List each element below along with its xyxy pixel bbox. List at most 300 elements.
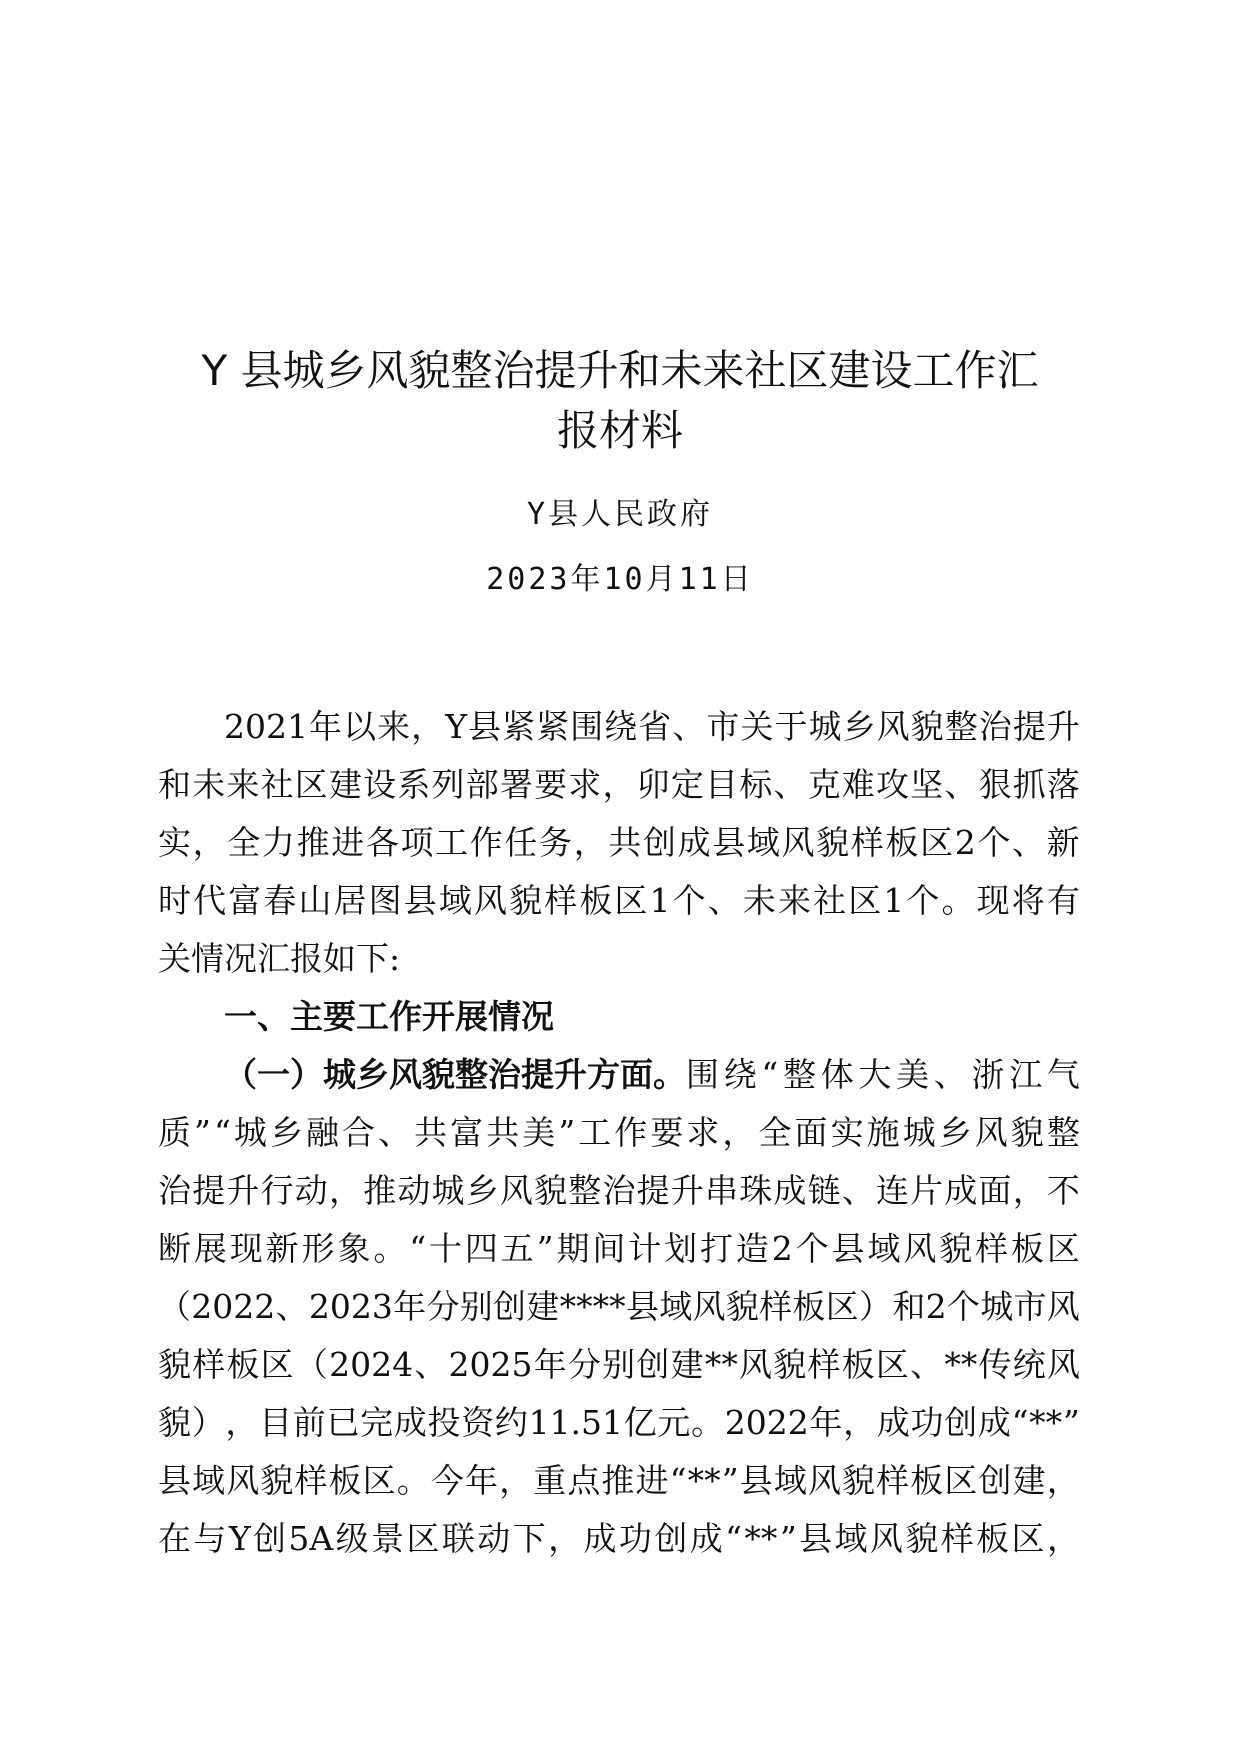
- text-glyph: 板: [328, 1461, 362, 1500]
- text-glyph: 样: [544, 881, 578, 920]
- text-glyph: 板: [579, 881, 613, 920]
- text-glyph: 目: [705, 765, 738, 804]
- paragraph-line: [158, 1510, 1080, 1568]
- text-glyph: 求: [568, 765, 602, 804]
- text-glyph: 设: [363, 765, 397, 804]
- text-glyph: 关: [740, 707, 774, 746]
- text-glyph: 创: [253, 1519, 287, 1558]
- text-glyph: 工: [435, 823, 469, 862]
- text-glyph: 样: [192, 1345, 226, 1384]
- text-glyph: 省: [638, 707, 672, 746]
- text-glyph: **: [944, 1345, 978, 1384]
- text-glyph: 约: [494, 1403, 528, 1442]
- text-glyph: 在: [158, 1519, 191, 1558]
- text-glyph: 年: [533, 1345, 567, 1384]
- text-glyph: 列: [431, 765, 465, 804]
- text-glyph: 落: [1046, 765, 1080, 804]
- text-glyph: 2025: [448, 1345, 533, 1384]
- text-glyph: 样: [876, 1461, 910, 1500]
- text-glyph: 完: [360, 1403, 394, 1442]
- paragraph-line: [158, 1278, 1080, 1336]
- text-glyph: 富: [228, 881, 262, 920]
- text-glyph: ，: [843, 1403, 877, 1442]
- text-glyph: 区: [614, 881, 648, 920]
- text-glyph: ，: [1012, 1171, 1046, 1210]
- text-glyph: 共: [486, 1113, 520, 1152]
- text-glyph: 。: [691, 1403, 725, 1442]
- text-glyph: 以: [343, 707, 377, 746]
- text-glyph: 来: [226, 765, 260, 804]
- text-glyph: 、: [672, 707, 706, 746]
- text-glyph: 功: [910, 1403, 944, 1442]
- subsection-first-line-text: [686, 1046, 1080, 1104]
- text-glyph: 定: [670, 765, 704, 804]
- text-glyph: **: [1029, 1403, 1063, 1442]
- text-glyph: 合: [342, 1113, 376, 1152]
- text-glyph: 11.51: [528, 1403, 624, 1442]
- text-glyph: 标: [739, 765, 773, 804]
- text-glyph: 坚: [910, 765, 944, 804]
- text-glyph: 象: [337, 1229, 371, 1268]
- text-glyph: 图: [368, 881, 402, 920]
- text-glyph: 提: [192, 1171, 226, 1210]
- text-glyph: 重: [533, 1461, 567, 1500]
- text-glyph: 下: [512, 1519, 546, 1558]
- text-glyph: 风: [869, 1519, 903, 1558]
- text-glyph: 难: [841, 765, 875, 804]
- text-glyph: 年: [393, 1287, 427, 1326]
- text-glyph: 区: [1011, 1519, 1045, 1558]
- text-glyph: 市: [706, 707, 740, 746]
- text-glyph: 、: [1012, 823, 1046, 862]
- text-glyph: 成: [677, 823, 711, 862]
- text-glyph: 部: [465, 765, 499, 804]
- text-glyph: 紧: [502, 707, 536, 746]
- text-glyph: 于: [774, 707, 808, 746]
- text-glyph: 、: [910, 1345, 944, 1384]
- text-glyph: 级: [335, 1519, 369, 1558]
- text-glyph: 和: [892, 1287, 926, 1326]
- text-glyph: ，: [602, 765, 636, 804]
- text-glyph: **: [687, 1461, 721, 1500]
- text-glyph: 目: [259, 1403, 293, 1442]
- text-glyph: 亿: [623, 1403, 657, 1442]
- paragraph-line: [158, 1162, 1080, 1220]
- text-glyph: 县: [799, 1519, 833, 1558]
- text-glyph: 绕: [723, 1055, 757, 1094]
- text-glyph: 推: [601, 1461, 635, 1500]
- text-glyph: 署: [499, 765, 533, 804]
- text-glyph: 个: [977, 823, 1011, 862]
- text-glyph: 居: [333, 881, 367, 920]
- text-glyph: 貌: [773, 1345, 807, 1384]
- text-glyph: 片: [910, 1171, 944, 1210]
- text-glyph: 成: [393, 1403, 427, 1442]
- text-glyph: 县: [739, 1461, 773, 1500]
- text-glyph: 板: [976, 1519, 1010, 1558]
- text-glyph: 社: [813, 881, 847, 920]
- text-glyph: 貌: [1010, 1113, 1044, 1152]
- text-glyph: 绕: [604, 707, 638, 746]
- text-glyph: ，: [722, 1113, 756, 1152]
- text-glyph: 融: [305, 1113, 339, 1152]
- intro-line: [158, 756, 1080, 814]
- text-glyph: 面: [794, 1113, 828, 1152]
- text-glyph: 将: [1011, 881, 1045, 920]
- text-glyph: 区: [1046, 1229, 1080, 1268]
- subsection-first-line: [158, 1046, 1080, 1104]
- document-title-line-2: 报材料: [556, 406, 683, 455]
- text-glyph: 现: [229, 1229, 263, 1268]
- text-glyph: 成: [876, 1403, 910, 1442]
- text-glyph: 个: [946, 1287, 980, 1326]
- paragraph-line: [158, 1336, 1080, 1394]
- text-glyph: 有: [1046, 881, 1080, 920]
- text-glyph: 风: [974, 1113, 1008, 1152]
- subsection-heading: （一）城乡风貌整治提升方面。: [224, 1055, 686, 1094]
- text-glyph: ，: [411, 707, 445, 746]
- text-glyph: 五: [500, 1229, 534, 1268]
- text-glyph: 板: [885, 823, 919, 862]
- text-glyph: 务: [539, 823, 573, 862]
- text-glyph: （: [294, 1345, 328, 1384]
- text-glyph: 全: [227, 823, 261, 862]
- text-glyph: 城: [431, 1171, 465, 1210]
- text-glyph: 统: [1012, 1345, 1046, 1384]
- text-glyph: 整: [782, 1055, 816, 1094]
- text-glyph: 实: [158, 823, 191, 862]
- text-glyph: 域: [192, 1461, 226, 1500]
- text-glyph: 新: [1046, 823, 1080, 862]
- text-glyph: ****: [559, 1287, 626, 1326]
- text-glyph: 年: [809, 1403, 843, 1442]
- text-glyph: 升: [1046, 707, 1080, 746]
- document-date: 2023年10月11日: [486, 562, 754, 597]
- text-glyph: 点: [567, 1461, 601, 1500]
- text-glyph: 气: [1046, 1055, 1080, 1094]
- text-glyph: 、: [773, 765, 807, 804]
- text-glyph: 风: [876, 707, 910, 746]
- text-glyph: 狠: [978, 765, 1012, 804]
- text-glyph: “: [1011, 1403, 1029, 1442]
- text-glyph: 任: [504, 823, 538, 862]
- text-glyph: 浙: [971, 1055, 1005, 1094]
- text-glyph: 分: [426, 1287, 460, 1326]
- text-glyph: 成: [977, 1403, 1011, 1442]
- text-glyph: 个: [672, 881, 706, 920]
- text-glyph: 美: [896, 1055, 930, 1094]
- text-glyph: 动: [397, 1171, 431, 1210]
- text-glyph: 间: [592, 1229, 626, 1268]
- text-glyph: 元: [657, 1403, 691, 1442]
- text-glyph: 造: [735, 1229, 769, 1268]
- document-body: [158, 698, 1080, 1568]
- text-glyph: Y: [445, 707, 468, 746]
- text-glyph: 治: [158, 1171, 191, 1210]
- text-glyph: 、: [275, 1287, 309, 1326]
- text-glyph: 2022: [724, 1403, 809, 1442]
- text-glyph: 卯: [636, 765, 670, 804]
- text-glyph: 样: [759, 1287, 793, 1326]
- text-glyph: 域: [438, 881, 472, 920]
- text-glyph: 建: [526, 1287, 560, 1326]
- text-glyph: 样: [807, 1345, 841, 1384]
- text-glyph: 板: [910, 1461, 944, 1500]
- text-glyph: 风: [781, 823, 815, 862]
- text-glyph: 城: [902, 1113, 936, 1152]
- text-glyph: 创: [978, 1461, 1012, 1500]
- text-glyph: 各: [365, 823, 399, 862]
- text-glyph: 动: [477, 1519, 511, 1558]
- text-glyph: 质: [158, 1113, 191, 1152]
- text-glyph: 施: [866, 1113, 900, 1152]
- text-glyph: 动: [294, 1171, 328, 1210]
- text-glyph: 风: [499, 1171, 533, 1210]
- text-glyph: ”: [536, 1229, 554, 1268]
- text-glyph: 实: [830, 1113, 864, 1152]
- text-glyph: 十: [429, 1229, 462, 1268]
- text-glyph: 代: [193, 881, 227, 920]
- text-glyph: 四: [464, 1229, 498, 1268]
- text-glyph: 创: [642, 823, 676, 862]
- text-glyph: 要: [534, 765, 568, 804]
- text-glyph: 美: [522, 1113, 556, 1152]
- text-glyph: 治: [978, 707, 1012, 746]
- text-glyph: 、: [707, 881, 741, 920]
- text-glyph: 城: [808, 707, 842, 746]
- text-glyph: ”: [558, 1113, 576, 1152]
- text-glyph: 新: [265, 1229, 299, 1268]
- text-glyph: 区: [260, 1345, 294, 1384]
- text-glyph: 创: [493, 1287, 527, 1326]
- text-glyph: 整: [1046, 1113, 1080, 1152]
- text-glyph: 提: [636, 1171, 670, 1210]
- text-glyph: 乡: [938, 1113, 972, 1152]
- paragraph-line: [158, 1452, 1080, 1510]
- text-glyph: 板: [792, 1287, 826, 1326]
- text-glyph: 2021: [224, 707, 308, 746]
- text-glyph: 风: [1046, 1287, 1080, 1326]
- text-glyph: 今: [430, 1461, 464, 1500]
- text-glyph: ，: [328, 1171, 362, 1210]
- text-glyph: 共: [608, 823, 642, 862]
- document-title-line-1: Y 县城乡风貌整治提升和未来社区建设工作汇: [201, 346, 1039, 395]
- text-glyph: 。: [396, 1461, 430, 1500]
- text-glyph: 断: [158, 1229, 191, 1268]
- text-glyph: “: [669, 1461, 687, 1500]
- text-glyph: 。: [941, 881, 975, 920]
- text-glyph: （: [158, 1287, 191, 1326]
- text-glyph: 样: [940, 1519, 974, 1558]
- text-glyph: 、: [841, 1171, 875, 1210]
- text-glyph: 联: [441, 1519, 475, 1558]
- text-glyph: 貌: [905, 1519, 939, 1558]
- text-glyph: 形: [301, 1229, 335, 1268]
- text-glyph: 貌: [158, 1403, 191, 1442]
- text-glyph: 乡: [465, 1171, 499, 1210]
- text-glyph: 貌: [910, 707, 944, 746]
- text-glyph: 市: [1013, 1287, 1047, 1326]
- text-glyph: 别: [602, 1345, 636, 1384]
- text-glyph: 升: [670, 1171, 704, 1210]
- text-glyph: 要: [650, 1113, 684, 1152]
- text-glyph: 年: [309, 707, 343, 746]
- text-glyph: 域: [773, 1461, 807, 1500]
- text-glyph: 推: [363, 1171, 397, 1210]
- text-glyph: 与: [193, 1519, 227, 1558]
- text-glyph: ，: [1046, 1461, 1080, 1500]
- text-glyph: 县: [158, 1461, 191, 1500]
- text-glyph: 成: [773, 1171, 807, 1210]
- text-glyph: 山: [298, 881, 332, 920]
- text-glyph: 前: [292, 1403, 326, 1442]
- text-glyph: 链: [807, 1171, 841, 1210]
- text-glyph: 整: [568, 1171, 602, 1210]
- text-glyph: 创: [654, 1519, 688, 1558]
- text-glyph: 划: [664, 1229, 698, 1268]
- text-glyph: 风: [1047, 1345, 1080, 1384]
- text-glyph: 样: [850, 823, 884, 862]
- text-glyph: 创: [944, 1403, 978, 1442]
- text-glyph: 现: [976, 881, 1010, 920]
- text-glyph: 力: [261, 823, 295, 862]
- text-glyph: 区: [825, 1287, 859, 1326]
- text-glyph: 貌: [725, 1287, 759, 1326]
- text-glyph: 提: [1012, 707, 1046, 746]
- text-glyph: 2: [925, 1287, 947, 1326]
- text-glyph: ”: [194, 1113, 211, 1152]
- text-glyph: ”: [779, 1519, 797, 1558]
- text-glyph: 展: [193, 1229, 227, 1268]
- text-glyph: 年: [464, 1461, 498, 1500]
- text-glyph: 江: [1009, 1055, 1043, 1094]
- text-glyph: 区: [875, 1345, 909, 1384]
- text-glyph: ）: [191, 1403, 225, 1442]
- text-glyph: 风: [739, 1345, 773, 1384]
- text-glyph: 资: [461, 1403, 495, 1442]
- text-glyph: 县: [625, 1287, 659, 1326]
- text-glyph: 建: [328, 765, 362, 804]
- text-glyph: 攻: [875, 765, 909, 804]
- text-glyph: 全: [758, 1113, 792, 1152]
- text-glyph: 富: [450, 1113, 484, 1152]
- text-glyph: 1: [883, 881, 905, 920]
- text-glyph: 乡: [269, 1113, 303, 1152]
- text-glyph: 成: [583, 1519, 617, 1558]
- text-glyph: 区: [848, 881, 882, 920]
- text-glyph: 春: [263, 881, 297, 920]
- text-glyph: 县: [468, 707, 502, 746]
- text-glyph: 景: [371, 1519, 405, 1558]
- text-glyph: “: [409, 1229, 427, 1268]
- intro-line: [158, 814, 1080, 872]
- text-glyph: 县: [712, 823, 746, 862]
- text-glyph: 貌: [534, 1171, 568, 1210]
- text-glyph: 貌: [158, 1345, 191, 1384]
- text-glyph: 功: [618, 1519, 652, 1558]
- text-glyph: 求: [686, 1113, 720, 1152]
- text-glyph: 围: [570, 707, 604, 746]
- text-glyph: 项: [400, 823, 434, 862]
- text-glyph: 风: [903, 1229, 937, 1268]
- paragraph-line: [158, 1104, 1080, 1162]
- text-glyph: 域: [867, 1229, 901, 1268]
- text-glyph: 个: [795, 1229, 829, 1268]
- text-glyph: **: [744, 1519, 778, 1558]
- text-glyph: 区: [362, 1461, 396, 1500]
- text-glyph: 区: [406, 1519, 440, 1558]
- text-glyph: 、: [378, 1113, 412, 1152]
- text-glyph: 板: [1011, 1229, 1045, 1268]
- text-glyph: 投: [427, 1403, 461, 1442]
- text-glyph: 克: [807, 765, 841, 804]
- text-glyph: 计: [628, 1229, 662, 1268]
- text-glyph: ”: [721, 1461, 739, 1500]
- text-glyph: 作: [469, 823, 503, 862]
- text-glyph: “: [725, 1519, 742, 1558]
- text-glyph: 风: [473, 881, 507, 920]
- text-glyph: ，: [548, 1519, 582, 1558]
- text-glyph: ，: [1046, 1519, 1080, 1558]
- text-glyph: 传: [978, 1345, 1012, 1384]
- text-glyph: 貌: [939, 1229, 973, 1268]
- text-glyph: 城: [980, 1287, 1014, 1326]
- text-glyph: 样: [975, 1229, 1009, 1268]
- text-glyph: 、: [944, 765, 978, 804]
- text-glyph: 样: [294, 1461, 328, 1500]
- text-glyph: 貌: [260, 1461, 294, 1500]
- text-glyph: ，: [192, 823, 226, 862]
- text-glyph: “: [761, 1055, 779, 1094]
- text-glyph: 建: [1012, 1461, 1046, 1500]
- text-glyph: ，: [225, 1403, 259, 1442]
- text-glyph: 整: [944, 707, 978, 746]
- text-glyph: 域: [659, 1287, 693, 1326]
- text-glyph: 大: [858, 1055, 892, 1094]
- text-glyph: 风: [692, 1287, 726, 1326]
- text-glyph: 创: [636, 1345, 670, 1384]
- paragraph-line: [158, 1220, 1080, 1278]
- text-glyph: 社: [260, 765, 294, 804]
- text-glyph: 串: [705, 1171, 738, 1210]
- text-glyph: 建: [670, 1345, 704, 1384]
- text-glyph: 1: [649, 881, 671, 920]
- text-glyph: 抓: [1012, 765, 1046, 804]
- text-glyph: 成: [689, 1519, 723, 1558]
- text-glyph: 面: [978, 1171, 1012, 1210]
- text-glyph: 未: [742, 881, 776, 920]
- text-glyph: 貌: [842, 1461, 876, 1500]
- text-glyph: 2023: [308, 1287, 393, 1326]
- text-glyph: “: [213, 1113, 231, 1152]
- text-glyph: 行: [260, 1171, 294, 1210]
- text-glyph: ，: [499, 1461, 533, 1500]
- text-glyph: 、: [414, 1345, 448, 1384]
- text-glyph: 貌: [816, 823, 850, 862]
- text-glyph: 珠: [739, 1171, 773, 1210]
- text-glyph: 不: [1046, 1171, 1080, 1210]
- text-glyph: 打: [700, 1229, 733, 1268]
- text-glyph: 5A: [288, 1519, 334, 1558]
- text-glyph: 域: [746, 823, 780, 862]
- paragraph-line: [158, 1394, 1080, 1452]
- intro-line: [158, 872, 1080, 930]
- text-glyph: 、: [933, 1055, 967, 1094]
- text-glyph: ）: [859, 1287, 893, 1326]
- text-glyph: 板: [226, 1345, 260, 1384]
- text-glyph: 未: [192, 765, 226, 804]
- text-glyph: 域: [834, 1519, 868, 1558]
